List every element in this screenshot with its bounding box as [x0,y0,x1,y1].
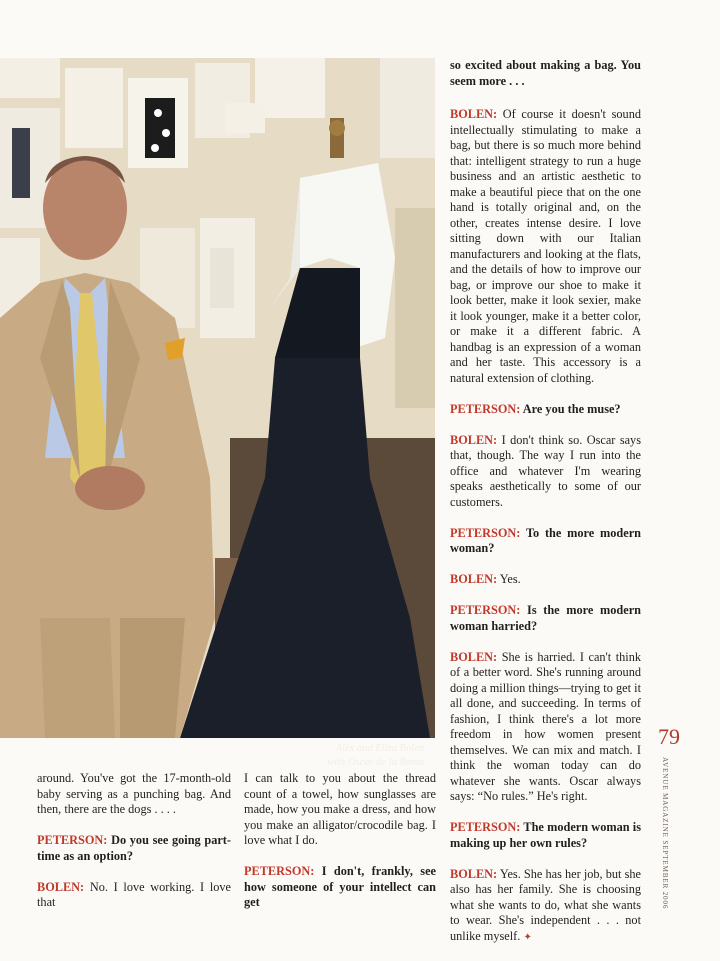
question-paragraph [450,402,641,418]
folio-text: AVENUE MAGAZINE SEPTEMBER 2006 [661,757,669,910]
speaker-peterson: PETERSON: [450,820,521,834]
answer-text: She is harried. I can't think of a better word. She's running around doing a million things—trying to get it all done, and succeeding. In terms of fashion, I think there's a lot more freedom in how women present themselves. We can mix and match. I think the woman today can do whatever she wants. Oscar always says: “No rules.” He's right. [450,649,641,803]
speaker-peterson: PETERSON: [450,525,521,540]
question-paragraph [450,603,641,634]
answer-text: Yes. She has her job, but she also has her family. She is choosing what she wants to do, what she wants to wear. She's independent . . . not unlike myself. [450,866,641,943]
answer-paragraph [450,867,641,946]
speaker-bolen: BOLEN: [450,649,498,664]
question-text: I don't, frankly, see how someone of your intellect can get [244,864,436,909]
question-text: Are you the muse? [520,401,621,416]
speaker-peterson: PETERSON: [37,833,108,847]
question-paragraph [450,820,641,851]
caption-line-2: with Oscar de la Renta [327,757,424,768]
answer-text: Yes. [497,572,521,586]
speaker-bolen: BOLEN: [450,432,498,447]
question-text: so excited about making a bag. You seem more . . . [450,58,641,88]
speaker-peterson: PETERSON: [244,864,315,878]
photo-illustration [0,58,435,738]
feature-photo [0,58,435,768]
answer-paragraph [450,107,641,386]
answer-paragraph [450,433,641,511]
question-paragraph [244,864,436,911]
folio [657,757,669,910]
paragraph [37,771,231,818]
question-paragraph [450,526,641,557]
paragraph-text: I can talk to you about the thread count of a towel, how sunglasses are made, how you make a dress, and how you make an alligator/crocodile bag. I love what I do. [244,771,436,847]
paragraph [244,771,436,849]
speaker-peterson: PETERSON: [450,401,521,416]
question-text: Do you see going part-time as an option? [37,833,231,863]
paragraph-text: around. You've got the 17-month-old baby serving as a punching bag. And then, there are the dogs . . . . [37,771,231,816]
question-text: Is the more modern woman harried? [450,603,641,633]
speaker-peterson: PETERSON: [450,603,521,617]
speaker-bolen: BOLEN: [37,879,85,894]
column-3 [450,58,641,961]
answer-paragraph [450,650,641,805]
answer-paragraph [450,572,641,588]
question-paragraph [450,58,641,89]
column-2 [244,771,436,926]
page-number: 79 [658,724,680,749]
answer-paragraph [37,880,231,911]
question-paragraph [37,833,231,864]
photo-caption [312,742,424,770]
answer-text: Of course it doesn't sound intellectually stimulating to make a bag, but there is so much more behind that: intelligent strategy to run a huge business and an artistic aesthetic to make a beautiful piece that on the one hand is totally original and, on the other, creates intense desire. I love sitting down with our Italian manufacturers and looking at the flats, and the details of how to improve our bag, or improve our shoe to make it look better, make it look sexier, make it look younger, make it a better color, or make it a different fabric. A handbag is an expression of a woman and her taste. This accessory is a natural extension of clothing. [450,107,641,385]
question-text: The modern woman is making up her own rules? [450,820,641,850]
speaker-bolen: BOLEN: [450,866,498,881]
caption-line-1: Alex and Eliza Bolen [335,743,424,754]
end-mark-icon: ✦ [523,931,532,943]
answer-text: No. I love working. I love that [37,879,231,909]
column-1 [37,771,231,926]
answer-text: I don't think so. Oscar says that, though. The way I run into the office and whatever I'm wearing speaks aesthetically to some of our customers. [450,432,641,509]
speaker-bolen: BOLEN: [450,572,498,586]
question-text: To the more modern woman? [450,525,641,555]
speaker-bolen: BOLEN: [450,107,498,121]
